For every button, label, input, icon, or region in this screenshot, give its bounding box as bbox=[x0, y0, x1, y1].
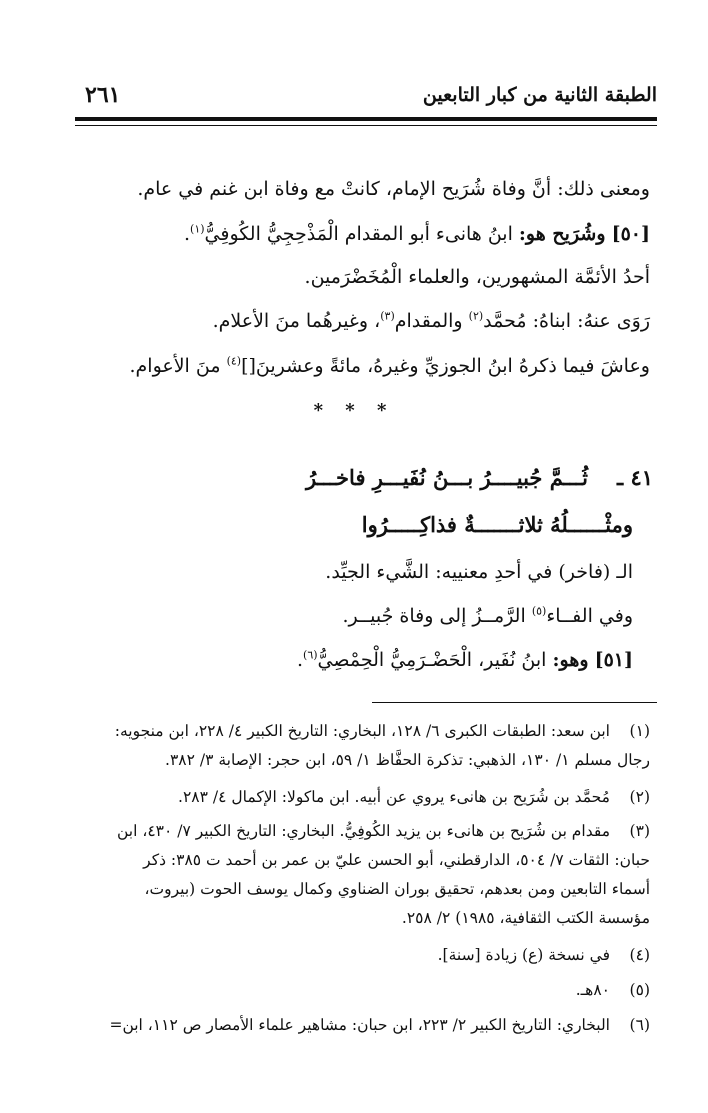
body-text: رَوَى عنهُ: ابناهُ: مُحمَّد bbox=[483, 310, 650, 332]
body-line-4 bbox=[213, 306, 650, 336]
entry-number: [٥٠] bbox=[611, 223, 650, 245]
punctuation: . bbox=[296, 649, 304, 671]
commentary-text: الـ (فاخر) في أحدِ معنييه: الشَّيء الجيِّد. bbox=[325, 561, 633, 583]
footnote-line: مُحمَّد بن شُرَيح بن هانىء يروي عن أبيه. ابن ماكولا: الإكمال ٤/ ٢٨٣. bbox=[178, 788, 610, 806]
body-text: وعاشَ فيما ذكرهُ ابنُ الجوزيِّ وغيرهُ، مائةً وعشرينَ[] bbox=[241, 355, 650, 377]
entry-heading: وهو: bbox=[552, 649, 589, 671]
body-text: أحدُ الأئمَّة المشهورين، والعلماء الْمُخَضْرَمين. bbox=[304, 266, 650, 288]
footnote-mark: (٥) bbox=[629, 981, 650, 999]
body-line-5 bbox=[129, 351, 650, 381]
footnote-separator bbox=[372, 702, 657, 703]
running-title: الطبقة الثانية من كبار التابعين bbox=[422, 84, 657, 106]
body-text: والمقدام bbox=[394, 310, 463, 332]
footnote-line: رجال مسلم ١/ ١٣٠، الذهبي: تذكرة الحفَّاظ ١/ ٥٩، ابن حجر: الإصابة ٣/ ٣٨٢. bbox=[165, 751, 650, 769]
footnote-line: ابن سعد: الطبقات الكبرى ٦/ ١٢٨، البخاري: التاريخ الكبير ٤/ ٢٢٨، ابن منجويه: bbox=[114, 722, 610, 740]
verse-line-2: ومثْــــــلُهُ ثلاثـــــــةٌ فذاكِـــــرُوا bbox=[361, 512, 633, 537]
footnote-ref: (٤) bbox=[226, 354, 242, 368]
footnote-line: مؤسسة الكتب الثقافية، ١٩٨٥) ٢/ ٢٥٨. bbox=[401, 909, 650, 927]
page-header bbox=[75, 82, 657, 116]
footnote-ref: (٣) bbox=[380, 309, 395, 323]
header-rule-thin bbox=[75, 125, 657, 126]
footnote-mark: (٣) bbox=[629, 822, 650, 840]
entry-51 bbox=[297, 645, 633, 675]
footnote-line: في نسخة (ع) زيادة [سنة]. bbox=[437, 946, 610, 964]
commentary-text: وفي الفــاء bbox=[546, 605, 633, 627]
footnote-ref: (٥) bbox=[531, 604, 547, 618]
commentary-text: الرَّمــزُ إلى وفاة جُبيــر. bbox=[342, 605, 526, 627]
body-text: ، وغيرهُما منَ الأعلام. bbox=[212, 310, 381, 332]
section-separator: * * * bbox=[313, 400, 395, 421]
footnote-mark: (١) bbox=[629, 722, 650, 740]
verse-number: ٤١ ـ bbox=[616, 465, 653, 490]
header-rule-thick bbox=[75, 117, 657, 121]
entry-number: [٥١] bbox=[594, 649, 633, 671]
footnote-ref: (٦) bbox=[303, 648, 318, 662]
verse-line-1: ثُـــمَّ جُبيــــرُ بـــنُ نُفَيـــرِ فاخـــرُ bbox=[306, 465, 588, 490]
footnote-mark: (٢) bbox=[629, 788, 650, 806]
commentary-line-1 bbox=[325, 557, 633, 587]
commentary-line-2 bbox=[343, 601, 633, 631]
footnote-line: البخاري: التاريخ الكبير ٢/ ٢٢٣، ابن حبان: مشاهير علماء الأمصار ص ١١٢، ابن= bbox=[109, 1016, 610, 1034]
body-text: ومعنى ذلك: أنَّ وفاة شُرَيح الإمام، كانتْ مع وفاة ابن غنم في عام. bbox=[137, 178, 650, 200]
entry-50 bbox=[184, 219, 650, 249]
footnote-ref: (١) bbox=[190, 222, 205, 236]
footnote-mark: (٤) bbox=[629, 946, 650, 964]
footnote-line: حبان: الثقات ٧/ ٥٠٤، الدارقطني، أبو الحسن عليّ بن عمر بن أحمد ت ٣٨٥: ذكر bbox=[143, 851, 650, 869]
punctuation: . bbox=[183, 223, 191, 245]
footnote-line: ٨٠هـ. bbox=[575, 981, 610, 999]
body-text: منَ الأعوام. bbox=[129, 355, 221, 377]
entry-heading: وشُرَيح هو: bbox=[518, 223, 606, 245]
footnote-mark: (٦) bbox=[629, 1016, 650, 1034]
footnote-line: مقدام بن شُرَيح بن هانىء بن يزيد الكُوفِيُّ. البخاري: التاريخ الكبير ٧/ ٤٣٠، ابن bbox=[117, 822, 610, 840]
footnote-ref: (٢) bbox=[468, 309, 484, 323]
body-line-3 bbox=[305, 262, 650, 292]
entry-text: ابنُ هانىء أبو المقدام الْمَذْحِجِيُّ الكُوفِيُّ bbox=[204, 223, 513, 245]
footnote-line: أسماء التابعين ومن بعدهم، تحقيق بوران الضناوي وكمال يوسف الحوت (بيروت، bbox=[144, 880, 650, 898]
body-line-1 bbox=[137, 174, 650, 204]
entry-text: ابنُ نُفَير، الْحَضْـرَمِيُّ الْحِمْصِيُّ bbox=[317, 649, 547, 671]
page-number: ٢٦١ bbox=[85, 82, 121, 108]
